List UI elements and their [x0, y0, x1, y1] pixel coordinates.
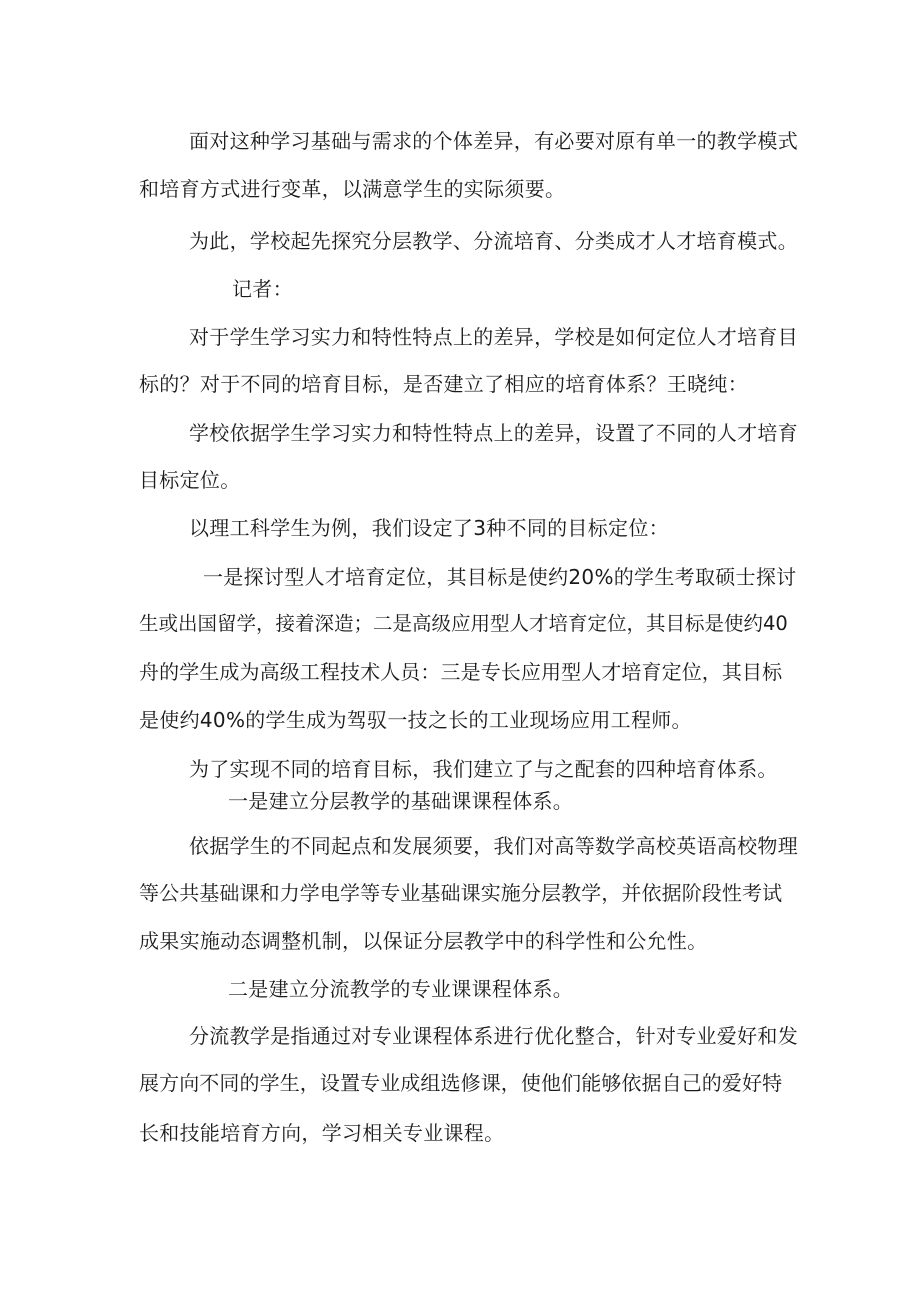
paragraph-line: 记者： [232, 277, 293, 301]
paragraph-line: 生或出国留学，接着深造；二是高级应用型人才培育定位，其目标是使约40 [139, 612, 788, 635]
paragraph-line: 对于学生学习实力和特性特点上的差异，学校是如何定位人才培育目 [189, 325, 798, 349]
paragraph-line: 学校依据学生学习实力和特性特点上的差异，设置了不同的人才培育 [189, 421, 798, 445]
paragraph-line: 二是建立分流教学的专业课课程体系。 [228, 977, 574, 1001]
paragraph-line: 面对这种学习基础与需求的个体差异，有必要对原有单一的教学模式 [189, 129, 798, 153]
paragraph-line: 目标定位。 [139, 468, 241, 492]
paragraph-line: 舟的学生成为高级工程技术人员：三是专长应用型人才培育定位，其目标 [139, 660, 783, 684]
paragraph-line: 依据学生的不同起点和发展须要，我们对高等数学高校英语高校物理 [189, 834, 798, 858]
paragraph-line: 标的？对于不同的培育目标，是否建立了相应的培育体系？王晓纯： [139, 372, 748, 396]
paragraph-line: 和培育方式进行变革，以满意学生的实际须要。 [139, 177, 566, 201]
paragraph-line: 一是建立分层教学的基础课课程体系。 [228, 789, 574, 813]
paragraph-line: 一是探讨型人才培育定位，其目标是使约20%的学生考取硕士探讨 [203, 565, 797, 589]
paragraph-line: 为此，学校起先探究分层教学、分流培育、分类成才人才培育模式。 [189, 229, 798, 253]
paragraph-line: 为了实现不同的培育目标，我们建立了与之配套的四种培育体系。 [189, 757, 778, 781]
paragraph-line: 展方向不同的学生，设置专业成组选修课，使他们能够依据自己的爱好特 [139, 1071, 783, 1095]
paragraph-line: 长和技能培育方向，学习相关专业课程。 [139, 1121, 505, 1145]
paragraph-line: 是使约40%的学生成为驾驭一技之长的工业现场应用工程师。 [139, 708, 692, 732]
paragraph-line: 成果实施动态调整机制，以保证分层教学中的科学性和公允性。 [139, 929, 708, 953]
paragraph-line: 等公共基础课和力学电学等专业基础课实施分层教学，并依据阶段性考试 [139, 881, 783, 905]
paragraph-line: 分流教学是指通过对专业课程体系进行优化整合，针对专业爱好和发 [189, 1024, 798, 1048]
paragraph-line: 以理工科学生为例，我们设定了3种不同的目标定位： [189, 516, 669, 540]
